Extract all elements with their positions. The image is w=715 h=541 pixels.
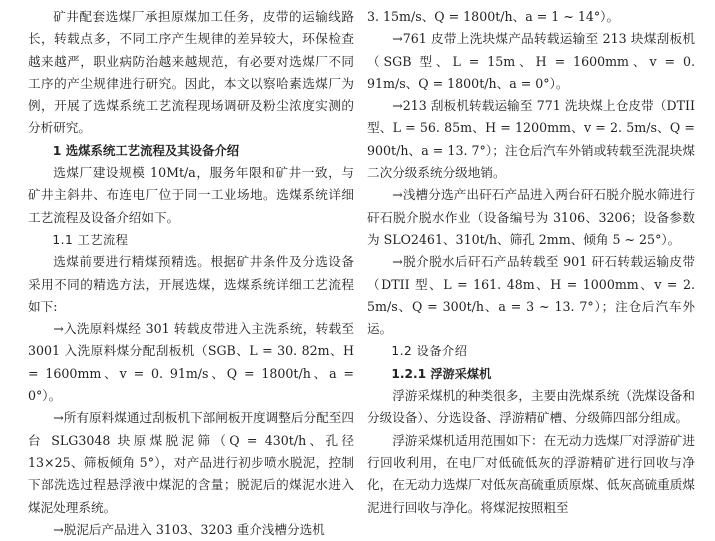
flow-step-continued: 3. 15m/s、Q = 1800t/h、a = 1 ~ 14°）。 — [367, 9, 620, 24]
section-heading-1: 1 选煤系统工艺流程及其设备介绍 — [52, 142, 240, 158]
subsection-heading-1-2: 1.2 设备介绍 — [391, 344, 468, 359]
flow-step-lump-coal: →761 皮带上洗块煤产品转载运输至 213 块煤刮板机（SGB 型、L = 15m、H = 1600mm、v = 0. 91m/s、Q = 1800t/h、a = 0°）。 — [367, 31, 695, 91]
plant-overview-paragraph: 选煤厂建设规模 10Mt/a，服务年限和矿井一致，与矿井主斜井、布连电厂位于同一工业场地。选煤系统详细工艺流程及设备介绍如下。 — [28, 165, 354, 225]
flow-step-bunker-belt: →213 刮板机转载运输至 771 洗块煤上仓皮带（DTII 型、L = 56. 85m、H = 1200mm、v = 2. 5m/s、Q = 900t/h、a = 13. 7°）；注仓后汽车外销或转载至洗混块煤二次分级系统分级地销。 — [367, 98, 695, 181]
flotation-scope-paragraph: 浮游采煤机适用范围如下：在无动力选煤厂对浮游矿进行回收利用，在电厂对低硫低灰的浮游精矿进行回收与净化，在无动力选煤厂对低灰高硫重质原煤、低灰高硫重质煤泥进行回收与净化。将煤泥按照粗至 — [367, 432, 695, 515]
flow-step-desliming: →所有原料煤通过刮板机下部闸板开度调整后分配至四台 SLG3048 块原煤脱泥筛（Q = 430t/h、孔径 13×25、筛板倾角 5°），对产品进行初步喷水脱泥，控制下部洗选过程悬浮液中煤泥的含量；脱泥后的煤泥水进入煤泥处理系统。 — [28, 410, 354, 515]
flow-step-gangue-belt: →脱介脱水后矸石产品转载至 901 矸石转载运输皮带（DTII 型、L = 161. 48m、H = 1000mm、v = 2. 5m/s、Q = 300t/h、a = 3 ~ 13. 7°）；注仓后汽车外运。 — [367, 254, 695, 337]
flow-step-dense-medium: →脱泥后产品进入 3103、3203 重介浅槽分选机 — [53, 521, 325, 537]
flotation-types-paragraph: 浮游采煤机的种类很多，主要由洗煤系统（洗煤设备和分级设备）、分选设备、浮游精矿槽、分级筛四部分组成。 — [367, 388, 695, 426]
subsection-heading-1-2-1: 1.2.1 浮游采煤机 — [391, 366, 492, 381]
left-column — [28, 6, 354, 541]
flow-step-gangue-screen: →浅槽分选产出矸石产品进入两台矸石脱介脱水筛进行矸石脱介脱水作业（设备编号为 3106、3206；设备参数为 SLO2461、310t/h、筛孔 2mm、倾角 5 ~ 25°）。 — [367, 187, 695, 247]
intro-paragraph: 矿井配套选煤厂承担原煤加工任务，皮带的运输线路长，转载点多，不同工序产生规律的差异较大，环保检查越来越严，职业病防治越来越规范，有必要对选煤厂不同工序的产尘规律进行研究。因此，本文以察哈素选煤厂为例，开展了选煤系统工艺流程现场调研及粉尘浓度实测的分析研究。 — [28, 9, 354, 136]
flow-step-raw-coal: →入洗原料煤经 301 转载皮带进入主洗系统，转载至 3001 入洗原料煤分配刮板机（SGB、L = 30. 82m、H = 1600mm、v = 0. 91m/s、Q = 1800t/h、a = 0°）。 — [28, 321, 354, 404]
process-intro-paragraph: 选煤前要进行精煤预精选。根据矿井条件及分选设备采用不同的精选方法，开展选煤，选煤系统详细工艺流程如下: — [28, 254, 354, 314]
right-column — [367, 6, 695, 519]
subsection-heading-1-1: 1.1 工艺流程 — [52, 232, 129, 247]
